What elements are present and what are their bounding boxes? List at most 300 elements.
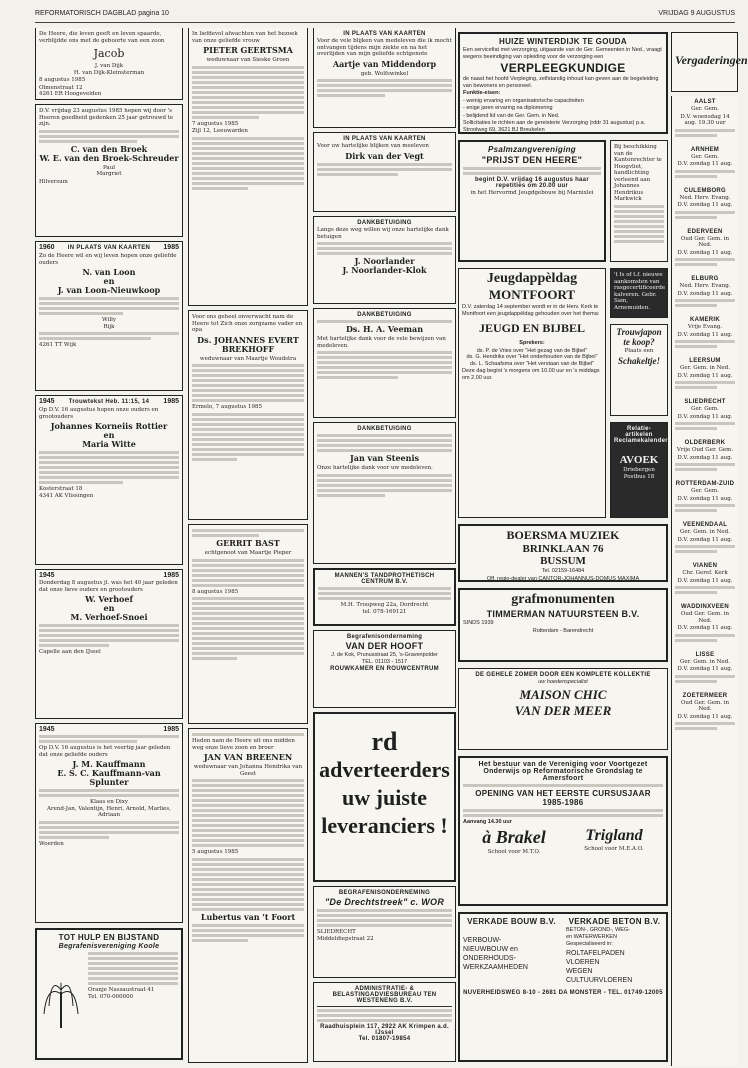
text-lines [39, 332, 179, 340]
service-place: AALST [694, 99, 716, 105]
service-entry [675, 188, 735, 219]
service-church: Ger. Gem. [691, 153, 719, 160]
ad-speakers-heading: Sprekers: [519, 340, 545, 346]
service-entry [675, 276, 735, 307]
text-lines [192, 137, 304, 190]
text-lines [317, 163, 452, 176]
ad-sub: Off. regio-dealer van CANTOR-JOHANNUS-DOMUS MAXIMA [486, 575, 640, 582]
ad-since: SINDS 1939 [463, 620, 494, 626]
thanks-veeman [313, 308, 456, 418]
ad-time: Aanvang 14.30 uur [463, 819, 512, 825]
service-entry [675, 399, 735, 430]
service-place: ROTTERDAM-ZUID [675, 481, 735, 487]
notice-address: Zijl 12, Leeuwarden [192, 128, 248, 134]
notice-text: Heden nam de Heere uit ons midden weg onze lieve zoon en broer [192, 738, 295, 751]
ad-line-4: VAN DER MEER [514, 702, 612, 718]
ad-req-2: - enige jaren ervaring na diplomering [463, 105, 553, 111]
service-entry [675, 147, 735, 178]
service-place: KAMERIK [689, 317, 721, 323]
service-church: Vrije Evang. [687, 324, 723, 330]
service-church: Chr. Geref. Kerk [682, 570, 728, 576]
jubilee-1945-rottier [35, 395, 183, 565]
text-lines [317, 909, 452, 927]
birth-intro: De Heere, die leven geeft en leven spaarde, verblijdde ons met de geboorte van een zoon [39, 31, 165, 44]
masthead [35, 10, 735, 23]
text-lines [39, 130, 179, 143]
text-lines [192, 733, 304, 736]
notice-date: 8 augustus 1985 [192, 588, 239, 595]
ad-heading: Begrafenisonderneming [346, 634, 423, 640]
service-church: Ger. Gem. [691, 406, 719, 412]
verkade-beton-title: VERKADE BETON B.V. [568, 917, 661, 926]
jubilee-1945-kauffmann [35, 723, 183, 923]
ad-sub: begint D.V. vrijdag 16 augustus haar repetities om 20.00 uur [475, 177, 589, 189]
text-lines [675, 545, 735, 553]
rd-logo: rd [371, 727, 398, 756]
anniv-text: D.V. vrijdag 23 augustus 1985 hopen wij door 's Heeren goedheid gedenken 25 jaar getrouwd te zijn. [39, 108, 174, 127]
year-end: 1985 [163, 726, 179, 733]
service-time: D.V. woensdag 14 aug. 19.30 uur [680, 113, 730, 126]
ad-avoek [610, 422, 672, 518]
ad-req-1: - weinig ervaring en organisatorische capaciteiten [463, 97, 584, 104]
ad-address: Raadhuisplein 117, 2922 AK Krimpen a.d. IJssel Tel. 01807-19854 [320, 1024, 449, 1042]
notice-date: Ermelo, 7 augustus 1985 [192, 404, 262, 410]
text-lines [192, 924, 304, 942]
text-lines [317, 79, 452, 97]
ad-boersma-muziek [458, 524, 668, 582]
birth-announcement [35, 28, 183, 100]
ad-title: MANNEN'S TANDPROTHETISCH CENTRUM B.V. [334, 573, 435, 585]
service-church: Vrije Oud Ger. Gem. [676, 447, 734, 453]
notice-text: Met hartelijke dank voor de vele bewijzen van medeleven. [317, 336, 446, 349]
ad-van-der-hooft [313, 630, 456, 708]
text-lines [675, 340, 735, 348]
ad-heading: grafmonumenten [511, 592, 615, 607]
ad-psalmzangvereniging [458, 140, 606, 262]
deceased-name: JAN VAN BREENEN [203, 752, 293, 762]
ad-address: Oranje Nassaustraat 41 Tel. 070-000000 [88, 987, 155, 1000]
text-lines [192, 529, 304, 537]
service-place: VEENENDAAL [682, 522, 728, 528]
ad-tel: Tel. 02159-16484 [541, 568, 585, 574]
thanks-van-der-vegt [313, 132, 456, 212]
notice-text: Onze hartelijke dank voor uw medeleven. [317, 465, 433, 471]
ad-address: SLIEDRECHT Middeldiepstraat 22 [317, 929, 374, 942]
notice-name: Jan van Steenis [349, 453, 419, 463]
deceased-name: PIETER GEERTSMA [203, 45, 293, 55]
ad-line-3: Plaats een [624, 348, 654, 354]
service-place: LISSE [695, 651, 715, 658]
jubilee-1945-verhoef [35, 569, 183, 719]
service-entry [675, 440, 735, 471]
text-lines [192, 364, 304, 402]
notice-text: Op D.V. 16 augustus is het veertig jaar geleden dat onze geliefde ouders [39, 745, 171, 758]
text-lines [317, 434, 452, 452]
death-notice-brekhoff [188, 310, 308, 520]
ad-tandprothetisch [313, 568, 456, 626]
verkade-bouw-title: VERKADE BOUW B.V. [467, 917, 556, 926]
text-lines [39, 789, 179, 797]
service-church: Ger. Gem. in Ned. [680, 365, 730, 371]
ad-note: ROUWKAMER EN ROUWCENTRUM [330, 666, 439, 672]
notice-name: Aartje van Middendorp [332, 58, 437, 69]
ad-theme: JEUGD EN BIJBEL [478, 321, 586, 335]
ad-sub: de naast het hoofd Verpleging, zelfstandig inhoud kan geven aan de begeleiding van bewoners en personeel. [463, 76, 659, 89]
text-lines [192, 66, 304, 119]
service-place: ZOETERMEER [682, 692, 728, 699]
service-time: D.V. zondag 11 aug. [677, 713, 733, 720]
birth-name: Jacob [93, 47, 125, 60]
notice-address: Woerden [39, 840, 64, 847]
ad-rd-adverteerders [313, 712, 456, 882]
service-place: LEERSUM [689, 358, 721, 364]
service-entry [675, 563, 735, 594]
notice-heading: DANKBETUIGING [357, 312, 412, 318]
ad-address: Rotterdam - Barendrecht [532, 627, 594, 634]
ad-heading: Relatie-artikelen Reclamekalenders [614, 426, 672, 444]
ad-verkade [458, 912, 668, 1062]
service-church: Ned. Herv. Evang. [679, 283, 731, 289]
text-lines [675, 170, 735, 178]
service-entry [675, 99, 735, 137]
ad-address: J. de Kok, Prunusstraat 25, 's-Gravenpolder TEL. 01103 - 1517 [331, 652, 438, 665]
notice-text: Langs deze weg willen wij onze hartelijke dank betuigen [317, 227, 449, 240]
service-entry [675, 604, 735, 642]
ad-title: VERPLEEGKUNDIGE [500, 61, 626, 75]
service-church: Oud Ger. Gem. in Ned. [680, 611, 730, 624]
service-entry [675, 358, 735, 389]
year-start: 1945 [39, 572, 55, 579]
notice-heading: Trouwtekst Heb. 11:15, 14 [68, 399, 150, 405]
ad-speakers: ds. P. de Vries over "Het gezag van de Bijbel" ds. G. Hendriks over "Het onderhouden van de Bijbel" ds. L. Schaafsma over "Het verstaan van de Bijbel" [466, 347, 598, 367]
notice-name: J. Noorlander J. Noorlander-Klok [342, 256, 427, 275]
notice-text: In liefdevol afwachten van het bezoek van onze geliefde vrouw [192, 31, 298, 44]
verkade-bouw-text: VERBOUW- NIEUWBOUW en ONDERHOUDS- WERKZAAMHEDEN [463, 937, 528, 971]
ad-address: M.H. Troopweg 22a, Dordrecht tel. 078-169121 [340, 602, 429, 615]
masthead-left: REFORMATORISCH DAGBLAD pagina 10 [35, 10, 169, 17]
service-time: D.V. zondag 11 aug. [677, 202, 733, 208]
text-lines [675, 381, 735, 389]
notice-text: Voor de vele blijken van medeleven die ik mocht ontvangen tijdens mijn ziekte en na het overlijden van mijn geliefde echtgenote [317, 38, 452, 57]
notice-address: Kosterstraat 18 4341 AK Vlissingen [39, 486, 94, 499]
thanks-van-middendorp [313, 28, 456, 128]
ad-heading: Psalmzangvereniging [488, 145, 576, 154]
thanks-noorlander [313, 216, 456, 304]
service-place: WADDINXVEEN [681, 604, 729, 610]
divider [317, 1006, 452, 1007]
notice-heading: IN PLAATS VAN KAARTEN [343, 136, 426, 142]
anniversary-notice [35, 104, 183, 237]
service-church: Ger. Gem. in Ned. [680, 529, 730, 535]
ad-title: "De Drechtstreek" c. WOR [324, 897, 445, 907]
text-lines [192, 597, 304, 660]
verkade-footer: NUVERHEIDSWEG 8-10 - 2681 DA MONSTER - TEL. 01749-12005 [463, 989, 663, 996]
text-lines [192, 413, 304, 461]
notice-date: 5 augustus 1985 [192, 849, 239, 855]
text-lines [318, 587, 451, 600]
text-lines [463, 784, 663, 787]
ad-title: TIMMERMAN NATUURSTEEN B.V. [486, 609, 640, 619]
ad-line-2: BRINKLAAN 76 [522, 543, 604, 555]
text-lines [317, 242, 452, 255]
rd-line-2: adverteerders [319, 757, 450, 782]
service-church: Oud Ger. Gem. in Ned. [680, 235, 730, 248]
ad-title: OPENING VAN HET EERSTE CURSUSJAAR 1985-1986 [475, 789, 651, 807]
anniv-address: Hilversum [39, 178, 68, 185]
deceased-sub: weduwnaar van Maartje Woudstra [199, 355, 297, 362]
notice-text: Op D.V. 16 augustus hopen onze ouders en grootouders [39, 407, 159, 420]
deceased-name: Ds. JOHANNES EVERT BREKHOFF [197, 334, 299, 354]
ad-title: VAN DER HOOFT [345, 641, 424, 651]
service-entry [675, 481, 735, 512]
service-church: Ger. Gem. in Ned. [680, 658, 730, 665]
deceased-name: GERRIT BAST [216, 538, 280, 548]
ad-drechtstreek [313, 886, 456, 978]
deceased-sub: echtgenoot van Maartje Pieper [204, 550, 292, 556]
text-lines [675, 463, 735, 471]
school-left-logo: à Brakel [482, 826, 546, 847]
service-place: OLDERBERK [684, 440, 726, 446]
service-time: D.V. zondag 11 aug. [677, 413, 733, 420]
text-lines [39, 821, 179, 839]
text-lines [39, 735, 179, 743]
text-lines [317, 1009, 452, 1022]
notice-text: Voor uw hartelijke blijken van meeleven [317, 143, 429, 149]
ad-line-1: DE GEHELE ZOMER DOOR EEN KOMPLETE KOLLEKTIE [475, 672, 651, 678]
text-lines [675, 586, 735, 594]
couple-names: Johannes Korneiis Rottier en Maria Witte [50, 421, 168, 449]
verkade-beton-list: ROLTAFELPADEN VLOEREN WEGEN CULTUURVLOEREN [566, 949, 633, 984]
column-4 [458, 28, 672, 1062]
ad-title: Jeugdappèldag [486, 271, 578, 286]
notice-text: Bij beschikking van de Kantonrechter te Hoogvliet, handlichting verleend aan Johannes Hendrikus Markwick [614, 144, 662, 202]
year-start: 1945 [39, 726, 55, 733]
service-place: VIANEN [692, 563, 718, 569]
service-entry [675, 522, 735, 553]
service-place: CULEMBORG [683, 187, 727, 194]
year-row [39, 244, 179, 252]
text-lines [39, 297, 179, 315]
ad-grafmonumenten [458, 588, 668, 662]
text-lines [39, 451, 179, 484]
ad-vvo-amersfoort [458, 756, 668, 906]
vergaderingen-header [671, 32, 748, 92]
notice-handlichting [610, 140, 668, 262]
text-lines [192, 858, 304, 911]
deceased-sub: weduwnaar van Johanna Hendrika van Geest [193, 764, 303, 777]
service-church: Ger. Gem. [691, 488, 719, 494]
verkade-columns [463, 916, 663, 986]
text-lines [192, 779, 304, 847]
notice-date: 7 augustus 1985 [192, 120, 239, 127]
ad-footer: Sollicitaties te richten aan de gereisterie Verzorging (rddr 31 augustus) p.a. Stroolweg 69, 3621 BJ Breukelen [463, 120, 646, 133]
death-notice-van-breenen [188, 728, 308, 1063]
ad-req-3: - belijdend lid van de Ger. Gem. in Ned. [463, 112, 560, 119]
service-place: SLIEDRECHT [684, 399, 726, 405]
school-logos [463, 827, 663, 857]
birth-address: Olmenstraat 12 4261 ER Hoogevelden [39, 84, 102, 97]
anniv-kids: Paul Margriet [96, 164, 122, 177]
ad-heading: HUIZE WINTERDIJK TE GOUDA [499, 37, 627, 46]
column-5 [671, 28, 748, 1062]
service-time: D.V. zondag 11 aug. [677, 372, 733, 379]
couple-names: W. Verhoef en M. Verhoef-Snoei [70, 594, 148, 622]
ad-text: D.V. zaterdag 14 september wordt er in de Herv. Kerk te Montfoort een jeugdappèldag gehouden over het thema: [462, 304, 600, 317]
children-names: Klaas en Dixy Arend-Jan, Valentijn, Henri, Arnold, Marlies, Adriaan [47, 799, 171, 818]
service-entry [675, 693, 735, 731]
service-time: D.V. zondag 11 aug. [677, 331, 733, 338]
service-place: EDERVEEN [687, 228, 723, 235]
verkade-beton-sub: Gespecialiseerd in: [566, 941, 613, 947]
notice-sub: geb. Wolfswinkel [360, 70, 409, 77]
ad-title: TOT HULP EN BIJSTAND [58, 933, 160, 942]
church-services-list [671, 96, 738, 1066]
text-lines [675, 634, 735, 642]
ad-footer: Deze dag begint 's morgens om 10.00 uur en 's middags om 2.00 uur. [462, 368, 600, 381]
jubilee-1960 [35, 241, 183, 391]
year-end: 1985 [163, 244, 179, 251]
text-lines [675, 299, 735, 307]
ad-line-2: te koop? [623, 337, 655, 347]
notice-text: Voor ons geheel onverwacht nam de Heere tot Zich onze zorgzame vader en opa [192, 314, 303, 333]
school-right-sub: School voor M.E.A.O. [584, 845, 644, 852]
text-lines [39, 624, 179, 647]
ad-line-1: Trouwjapon [616, 327, 662, 337]
ad-trouwjapon [610, 324, 668, 416]
ad-title: "PRIJST DEN HEERE" [481, 155, 583, 165]
service-time: D.V. zondag 11 aug. [677, 577, 733, 584]
service-entry [675, 229, 735, 267]
service-time: D.V. zondag 11 aug. [677, 161, 733, 167]
text-lines [675, 258, 735, 266]
ad-heading: BEGRAFENISONDERNEMING [338, 890, 431, 896]
service-time: D.V. zondag 11 aug. [677, 249, 733, 256]
second-name: Lubertus van 't Foort [200, 911, 296, 922]
notice-heading: DANKBETUIGING [357, 426, 412, 432]
anniv-names: C. van den Broek W. E. van den Broek-Schreuder [39, 143, 179, 163]
text-lines [317, 351, 452, 379]
text-lines [192, 559, 304, 587]
service-church: Oud Ger. Gem. in Ned. [680, 699, 730, 712]
death-notice-bast [188, 524, 308, 724]
ad-title: ADMINISTRATIE- & BELASTINGADVIESBUREAU TEN WESTENENG B.V. [332, 986, 437, 1004]
ad-maison-chic [458, 668, 668, 750]
text-lines [675, 504, 735, 512]
text-lines [88, 952, 178, 985]
ad-address: Driebergen Postbus 18 [623, 467, 655, 480]
column-3 [313, 28, 456, 1062]
ad-heading: Het bestuur van de Vereniging voor Voortgezet Onderwijs op Reformatorische Grondslag te Amersfoort [478, 761, 648, 782]
notice-heading: IN PLAATS VAN KAARTEN [67, 245, 151, 251]
year-start: 1960 [39, 244, 55, 251]
service-time: D.V. zondag 11 aug. [677, 495, 733, 502]
ad-place: MONTFOORT [488, 287, 576, 302]
year-row [39, 572, 179, 579]
year-end: 1985 [163, 398, 179, 405]
birth-parents: J. van Dijk H. van Dijk-Kleinsterman [73, 63, 145, 76]
verkade-beton-text: BETON-, GROND-, WEG- en WATERWERKEN [566, 927, 631, 940]
service-time: D.V. zondag 11 aug. [677, 536, 733, 543]
notice-address: 4261 TT Wijk [39, 342, 77, 348]
notice-name: Ds. H. A. Veeman [345, 324, 424, 334]
death-notice-geertsma [188, 28, 308, 306]
ad-line-3: BUSSUM [540, 555, 586, 567]
vergaderingen-title: Vergaderingen [675, 53, 748, 67]
column-1 [35, 28, 183, 1062]
couple-names: N. van Loon en J. van Loon-Nieuwkoop [57, 267, 161, 295]
text-lines [317, 474, 452, 497]
text-lines [463, 809, 663, 817]
service-church: Ger. Gem. [691, 106, 719, 112]
service-time: D.V. zondag 11 aug. [677, 625, 733, 631]
willow-tree-icon [41, 970, 81, 1028]
ad-name: AVOEK [619, 454, 659, 466]
text-lines [675, 422, 735, 430]
school-left-sub: School voor M.T.O. [487, 848, 541, 855]
text-lines [675, 211, 735, 219]
notice-heading: DANKBETUIGING [357, 220, 412, 226]
ad-text: Een servicefiat met verzorging, uitgaande van de Ger. Gemeenten in Ned., vraagt wegens beeindiging van opleiding voor de verzorging een [463, 47, 662, 60]
ad-line-4: Schakeltje! [618, 355, 660, 366]
ad-line-2: uw hoedenspecialist [538, 679, 588, 685]
notice-address: Capelle aan den IJssel [39, 649, 101, 655]
school-right-logo: Trigland [585, 826, 643, 844]
notice-kalveren [610, 268, 668, 318]
thanks-van-steenis [313, 422, 456, 564]
text-lines [614, 205, 664, 243]
year-row [39, 726, 179, 733]
deceased-sub: weduwnaar van Sieske Groen [206, 57, 290, 63]
rd-line-4: leveranciers ! [321, 813, 448, 838]
service-place: ELBURG [691, 276, 719, 282]
service-place: ARNHEM [690, 146, 720, 153]
text-lines [317, 320, 452, 323]
ad-ten-westeneng [313, 982, 456, 1062]
service-time: D.V. zondag 11 aug. [677, 454, 733, 461]
notice-heading: IN PLAATS VAN KAARTEN [343, 31, 426, 37]
text-lines [463, 167, 601, 175]
ad-line-1: BOERSMA MUZIEK [506, 528, 620, 542]
birth-date: 8 augustus 1985 [39, 77, 86, 83]
service-time: D.V. zondag 11 aug. [677, 666, 733, 672]
notice-name: Dirk van der Vegt [345, 150, 424, 161]
rd-line-3: uw juiste [342, 785, 427, 810]
service-time: D.V. zondag 11 aug. [677, 290, 733, 297]
funeral-ad-koole [35, 928, 183, 1060]
year-end: 1985 [163, 572, 179, 579]
ad-subtitle: Begrafenisvereniging Koole [58, 943, 160, 950]
masthead-right: VRIJDAG 9 AUGUSTUS [658, 10, 735, 17]
year-row [39, 398, 179, 406]
couple-names: J. M. Kauffmann E. S. C. Kauffmann-van Splunter [57, 759, 161, 787]
ad-reqs-heading: Funktie-eisen: [463, 90, 501, 96]
text-lines [675, 722, 735, 730]
service-church: Ned. Herv. Evang. [679, 194, 731, 201]
children-names: Willy Rijk [102, 317, 116, 330]
service-entry [675, 652, 735, 683]
notice-text: 't Is of t.f. nieuwe aankomsten van rasgecertificeerde kalveren. Gebr. Sam, Arnemuiden. [614, 272, 666, 311]
text-lines [675, 675, 735, 683]
ad-huize-winterdijk [458, 32, 668, 134]
ad-line-3: MAISON CHIC [519, 686, 607, 702]
ad-location: in het Hervormd Jeugdgebouw bij Marnixlei [470, 190, 594, 196]
service-entry [675, 317, 735, 348]
column-2 [188, 28, 308, 1062]
text-lines [675, 129, 735, 137]
ad-jeugdappeldag [458, 268, 606, 518]
notice-text: Donderdag 8 augustus jl. was het 40 jaar geleden dat onze lieve ouders en grootouders [39, 580, 178, 593]
notice-text: Zo de Heere wil en wij leven hopen onze geliefde ouders [39, 253, 177, 266]
